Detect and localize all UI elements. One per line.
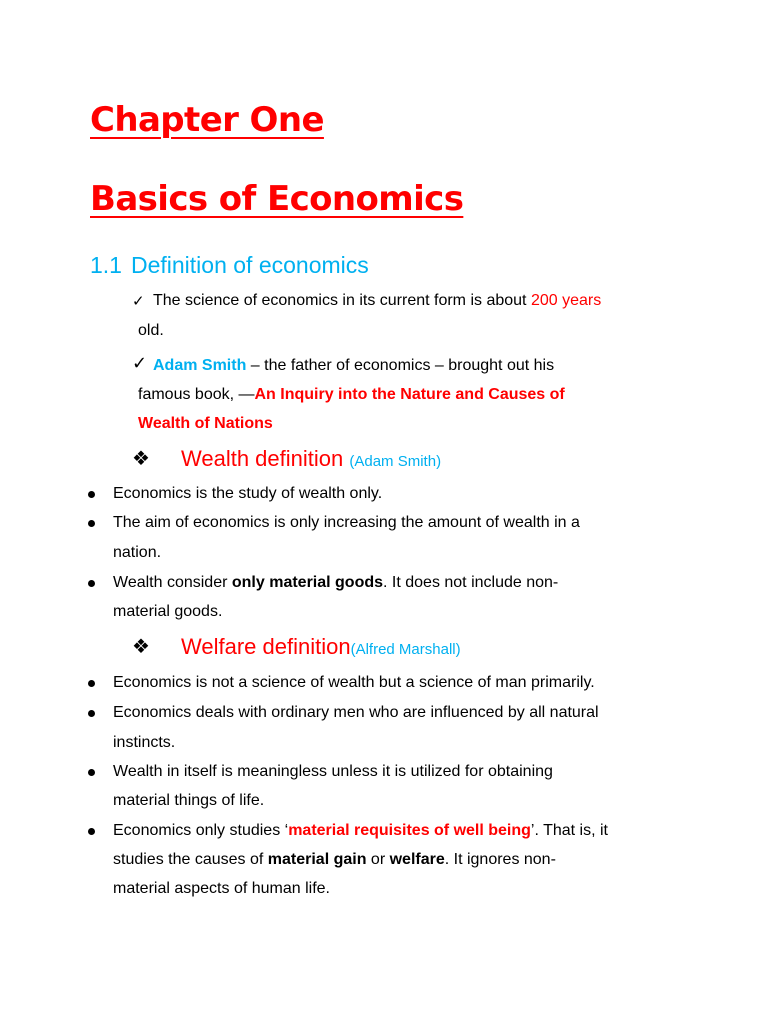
wealth-definition-heading: Wealth definition (Adam Smith) bbox=[181, 446, 442, 471]
checkmark-icon: ✓ bbox=[132, 353, 148, 374]
wealth-bullet-1: Economics is the study of wealth only. bbox=[113, 485, 383, 502]
bullet-icon bbox=[88, 769, 95, 776]
bullet-icon bbox=[88, 710, 95, 717]
diamond-bullet-icon: ❖ bbox=[132, 446, 150, 470]
welfare-attribution: (Alfred Marshall) bbox=[350, 641, 461, 658]
wealth-attribution: (Adam Smith) bbox=[349, 453, 442, 470]
bullet-icon bbox=[88, 828, 95, 835]
chapter-title: Chapter One bbox=[90, 100, 324, 140]
welfare-bold: welfare bbox=[389, 851, 445, 868]
intro-item-1-line-1: The science of economics in its current form is about 200 years bbox=[153, 292, 602, 309]
section-heading bbox=[90, 252, 369, 279]
bullet-icon bbox=[88, 580, 95, 587]
welfare-bullet-3-line-2: material things of life. bbox=[113, 792, 265, 809]
welfare-bullet-3-line-1: Wealth in itself is meaningless unless it is utilized for obtaining bbox=[113, 763, 553, 780]
section-number: 1.1 bbox=[90, 252, 122, 278]
wealth-bullet-3-line-2: material goods. bbox=[113, 603, 223, 620]
material-goods-bold: only material goods bbox=[231, 574, 384, 591]
section-title: Definition of economics bbox=[130, 252, 369, 278]
intro-item-1-line-2: old. bbox=[138, 322, 164, 339]
welfare-bullet-4-line-1: Economics only studies ‘material requisites of well being’. That is, it bbox=[113, 822, 608, 839]
welfare-definition-heading: Welfare definition(Alfred Marshall) bbox=[181, 634, 461, 659]
welfare-bullet-4-line-2: studies the causes of material gain or welfare. It ignores non- bbox=[113, 851, 556, 868]
welfare-bullet-2-line-2: instincts. bbox=[113, 734, 176, 751]
intro-item-2-line-1: Adam Smith – the father of economics – brought out his bbox=[153, 357, 555, 374]
wealth-bullet-2-line-2: nation. bbox=[113, 544, 162, 561]
book-title: Basics of Economics bbox=[90, 179, 464, 219]
bullet-icon bbox=[88, 680, 95, 687]
checkmark-icon: ✓ bbox=[132, 292, 145, 310]
years-highlight: 200 years bbox=[530, 292, 602, 309]
adam-smith-name: Adam Smith bbox=[153, 357, 247, 374]
wealth-bullet-3-line-1: Wealth consider only material goods. It does not include non- bbox=[113, 574, 559, 591]
wealth-bullet-2-line-1: The aim of economics is only increasing the amount of wealth in a bbox=[113, 514, 580, 531]
bullet-icon bbox=[88, 491, 95, 498]
material-gain-bold: material gain bbox=[267, 851, 367, 868]
book-name-part-2: Wealth of Nations bbox=[138, 415, 273, 432]
diamond-bullet-icon: ❖ bbox=[132, 634, 150, 658]
intro-item-2-line-2: famous book, —An Inquiry into the Nature and Causes of bbox=[138, 386, 565, 403]
bullet-icon bbox=[88, 520, 95, 527]
welfare-bullet-1: Economics is not a science of wealth but a science of man primarily. bbox=[113, 674, 595, 691]
welfare-bullet-4-line-3: material aspects of human life. bbox=[113, 880, 330, 897]
book-name-part-1: An Inquiry into the Nature and Causes of bbox=[254, 386, 565, 403]
welfare-bullet-2-line-1: Economics deals with ordinary men who are influenced by all natural bbox=[113, 704, 599, 721]
material-requisites-highlight: material requisites of well being bbox=[288, 822, 531, 839]
